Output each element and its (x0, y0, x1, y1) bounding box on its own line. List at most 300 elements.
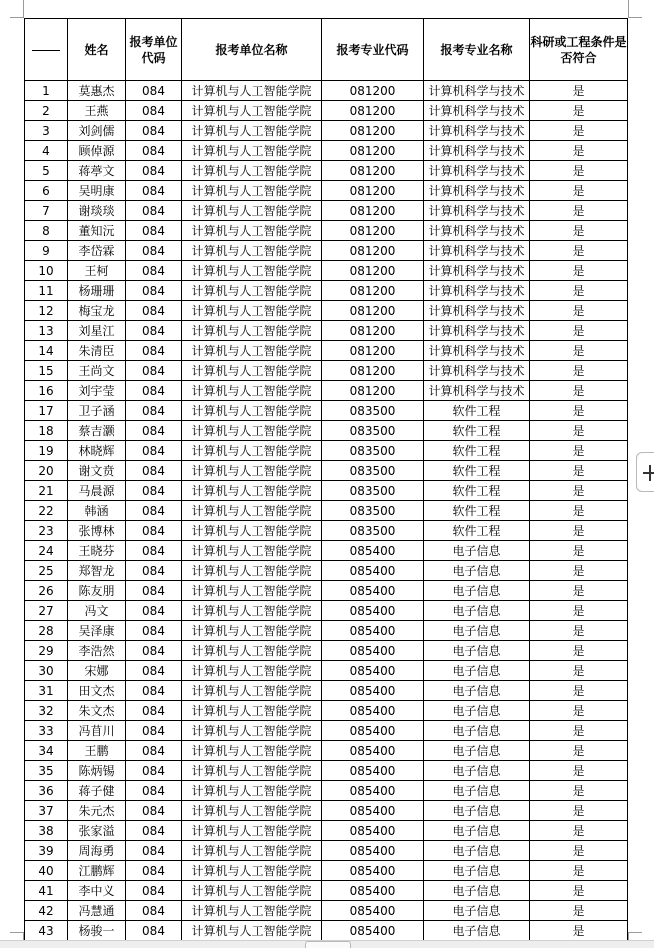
header-unit-code: 报考单位代码 (126, 19, 182, 81)
cell-eligible: 是 (530, 101, 628, 121)
cell-unit-name: 计算机与人工智能学院 (182, 521, 322, 541)
cell-unit-code: 084 (126, 761, 182, 781)
cell-unit-name: 计算机与人工智能学院 (182, 281, 322, 301)
cell-eligible: 是 (530, 901, 628, 921)
cell-index: 35 (25, 761, 68, 781)
cell-eligible: 是 (530, 761, 628, 781)
table-row (25, 741, 628, 761)
cell-major-name: 计算机科学与技术 (424, 161, 530, 181)
table-row (25, 361, 628, 381)
cell-name: 卫子涵 (68, 401, 126, 421)
table-row (25, 781, 628, 801)
cell-major-name: 电子信息 (424, 541, 530, 561)
cell-unit-code: 084 (126, 581, 182, 601)
cell-unit-name: 计算机与人工智能学院 (182, 721, 322, 741)
cell-unit-name: 计算机与人工智能学院 (182, 341, 322, 361)
cell-eligible: 是 (530, 841, 628, 861)
cell-major-code: 085400 (322, 661, 424, 681)
cell-unit-code: 084 (126, 561, 182, 581)
cell-name: 刘星江 (68, 321, 126, 341)
cell-unit-name: 计算机与人工智能学院 (182, 381, 322, 401)
cell-index: 30 (25, 661, 68, 681)
cell-eligible: 是 (530, 861, 628, 881)
cell-major-code: 083500 (322, 401, 424, 421)
cell-major-code: 081200 (322, 141, 424, 161)
cell-eligible: 是 (530, 541, 628, 561)
cell-unit-name: 计算机与人工智能学院 (182, 461, 322, 481)
cell-unit-name: 计算机与人工智能学院 (182, 781, 322, 801)
cell-unit-name: 计算机与人工智能学院 (182, 161, 322, 181)
cell-major-name: 电子信息 (424, 561, 530, 581)
cell-major-name: 电子信息 (424, 621, 530, 641)
cell-major-code: 085400 (322, 681, 424, 701)
cell-major-code: 085400 (322, 921, 424, 941)
cell-eligible: 是 (530, 481, 628, 501)
cell-eligible: 是 (530, 521, 628, 541)
table-row (25, 921, 628, 941)
table-row (25, 621, 628, 641)
table-header-row (25, 19, 628, 81)
cell-unit-code: 084 (126, 641, 182, 661)
cell-unit-name: 计算机与人工智能学院 (182, 441, 322, 461)
cell-index: 23 (25, 521, 68, 541)
cell-unit-name: 计算机与人工智能学院 (182, 821, 322, 841)
cell-major-name: 电子信息 (424, 701, 530, 721)
cell-major-code: 081200 (322, 121, 424, 141)
cell-unit-name: 计算机与人工智能学院 (182, 361, 322, 381)
cell-eligible: 是 (530, 801, 628, 821)
cell-index: 1 (25, 81, 68, 101)
cell-name: 郑智龙 (68, 561, 126, 581)
table-row (25, 661, 628, 681)
table-row (25, 601, 628, 621)
cell-index: 36 (25, 781, 68, 801)
cell-eligible: 是 (530, 881, 628, 901)
table-row (25, 81, 628, 101)
cell-index: 3 (25, 121, 68, 141)
cell-eligible: 是 (530, 221, 628, 241)
cell-major-name: 软件工程 (424, 521, 530, 541)
cell-name: 张博林 (68, 521, 126, 541)
cell-major-name: 计算机科学与技术 (424, 321, 530, 341)
cell-index: 37 (25, 801, 68, 821)
cell-major-name: 计算机科学与技术 (424, 261, 530, 281)
cell-unit-name: 计算机与人工智能学院 (182, 141, 322, 161)
cell-index: 22 (25, 501, 68, 521)
cell-index: 31 (25, 681, 68, 701)
cell-eligible: 是 (530, 681, 628, 701)
cell-eligible: 是 (530, 161, 628, 181)
cell-name: 董知沅 (68, 221, 126, 241)
table-row (25, 101, 628, 121)
cell-major-name: 电子信息 (424, 861, 530, 881)
cell-unit-code: 084 (126, 141, 182, 161)
cell-major-name: 计算机科学与技术 (424, 301, 530, 321)
cell-name: 田文杰 (68, 681, 126, 701)
cell-eligible: 是 (530, 201, 628, 221)
cell-unit-code: 084 (126, 841, 182, 861)
cell-name: 冯慧通 (68, 901, 126, 921)
cell-unit-name: 计算机与人工智能学院 (182, 761, 322, 781)
cell-major-code: 083500 (322, 521, 424, 541)
cell-name: 吴明康 (68, 181, 126, 201)
cell-major-code: 083500 (322, 501, 424, 521)
cell-unit-name: 计算机与人工智能学院 (182, 861, 322, 881)
table-row (25, 881, 628, 901)
cell-major-name: 电子信息 (424, 761, 530, 781)
cell-eligible: 是 (530, 641, 628, 661)
cell-unit-name: 计算机与人工智能学院 (182, 301, 322, 321)
cell-unit-code: 084 (126, 661, 182, 681)
cell-index: 42 (25, 901, 68, 921)
cell-name: 陈炳锡 (68, 761, 126, 781)
table-row (25, 701, 628, 721)
cell-index: 26 (25, 581, 68, 601)
table-row (25, 801, 628, 821)
crop-mark-top-left (10, 0, 24, 18)
cell-name: 杨珊珊 (68, 281, 126, 301)
cell-name: 蒋子健 (68, 781, 126, 801)
cell-name: 李中义 (68, 881, 126, 901)
cell-index: 39 (25, 841, 68, 861)
cell-major-name: 计算机科学与技术 (424, 141, 530, 161)
cell-name: 宋娜 (68, 661, 126, 681)
cell-index: 18 (25, 421, 68, 441)
cell-index: 28 (25, 621, 68, 641)
cell-unit-name: 计算机与人工智能学院 (182, 481, 322, 501)
table-row (25, 841, 628, 861)
cell-unit-code: 084 (126, 701, 182, 721)
cell-major-name: 电子信息 (424, 821, 530, 841)
cell-index: 12 (25, 301, 68, 321)
cell-name: 朱元杰 (68, 801, 126, 821)
cell-unit-name: 计算机与人工智能学院 (182, 621, 322, 641)
cell-major-name: 计算机科学与技术 (424, 241, 530, 261)
cell-unit-code: 084 (126, 781, 182, 801)
cell-unit-name: 计算机与人工智能学院 (182, 421, 322, 441)
cell-index: 43 (25, 921, 68, 941)
plus-icon-vertical (649, 465, 651, 481)
cell-major-code: 085400 (322, 561, 424, 581)
cell-eligible: 是 (530, 821, 628, 841)
cell-name: 王柯 (68, 261, 126, 281)
cell-name: 王燕 (68, 101, 126, 121)
cell-unit-name: 计算机与人工智能学院 (182, 321, 322, 341)
cell-name: 朱清臣 (68, 341, 126, 361)
table-row (25, 901, 628, 921)
cell-eligible: 是 (530, 321, 628, 341)
cell-major-code: 081200 (322, 281, 424, 301)
cell-unit-name: 计算机与人工智能学院 (182, 841, 322, 861)
cell-name: 谢文贲 (68, 461, 126, 481)
cell-major-code: 081200 (322, 381, 424, 401)
cell-eligible: 是 (530, 561, 628, 581)
cell-major-name: 软件工程 (424, 421, 530, 441)
cell-eligible: 是 (530, 661, 628, 681)
cell-eligible: 是 (530, 281, 628, 301)
cell-index: 17 (25, 401, 68, 421)
cell-major-code: 081200 (322, 81, 424, 101)
cell-unit-name: 计算机与人工智能学院 (182, 601, 322, 621)
table-row (25, 681, 628, 701)
cell-eligible: 是 (530, 381, 628, 401)
add-button[interactable] (636, 452, 654, 492)
table-row (25, 381, 628, 401)
cell-major-code: 081200 (322, 301, 424, 321)
cell-major-code: 083500 (322, 481, 424, 501)
cell-eligible: 是 (530, 741, 628, 761)
cell-unit-code: 084 (126, 601, 182, 621)
cell-major-code: 081200 (322, 341, 424, 361)
cell-unit-name: 计算机与人工智能学院 (182, 261, 322, 281)
table-row (25, 301, 628, 321)
cell-unit-code: 084 (126, 281, 182, 301)
table-row (25, 401, 628, 421)
cell-unit-code: 084 (126, 881, 182, 901)
table-row (25, 341, 628, 361)
cell-name: 韩涵 (68, 501, 126, 521)
cell-unit-code: 084 (126, 901, 182, 921)
cell-unit-code: 084 (126, 381, 182, 401)
cell-unit-name: 计算机与人工智能学院 (182, 401, 322, 421)
cell-unit-name: 计算机与人工智能学院 (182, 221, 322, 241)
cell-major-code: 081200 (322, 361, 424, 381)
cell-name: 江鹏辉 (68, 861, 126, 881)
cell-unit-code: 084 (126, 81, 182, 101)
cell-name: 王晓芬 (68, 541, 126, 561)
cell-unit-name: 计算机与人工智能学院 (182, 241, 322, 261)
cell-major-name: 电子信息 (424, 841, 530, 861)
cell-index: 10 (25, 261, 68, 281)
cell-unit-code: 084 (126, 261, 182, 281)
cell-major-code: 085400 (322, 881, 424, 901)
cell-index: 9 (25, 241, 68, 261)
cell-name: 刘宇莹 (68, 381, 126, 401)
cell-major-name: 电子信息 (424, 901, 530, 921)
cell-unit-name: 计算机与人工智能学院 (182, 641, 322, 661)
cell-eligible: 是 (530, 241, 628, 261)
table-row (25, 481, 628, 501)
cell-unit-code: 084 (126, 801, 182, 821)
cell-major-code: 085400 (322, 741, 424, 761)
cell-major-code: 085400 (322, 761, 424, 781)
cell-name: 冯苜川 (68, 721, 126, 741)
cell-eligible: 是 (530, 261, 628, 281)
cell-index: 29 (25, 641, 68, 661)
cell-major-name: 软件工程 (424, 461, 530, 481)
cell-unit-code: 084 (126, 301, 182, 321)
cell-eligible: 是 (530, 361, 628, 381)
cell-major-name: 计算机科学与技术 (424, 221, 530, 241)
cell-unit-code: 084 (126, 921, 182, 941)
cell-unit-name: 计算机与人工智能学院 (182, 801, 322, 821)
header-major-name: 报考专业名称 (424, 19, 530, 81)
cell-unit-name: 计算机与人工智能学院 (182, 181, 322, 201)
cell-name: 蔡吉灏 (68, 421, 126, 441)
cell-major-code: 085400 (322, 861, 424, 881)
header-index-dash (32, 50, 60, 51)
cell-index: 4 (25, 141, 68, 161)
cell-major-code: 085400 (322, 721, 424, 741)
cell-unit-code: 084 (126, 421, 182, 441)
cell-unit-code: 084 (126, 541, 182, 561)
cell-index: 8 (25, 221, 68, 241)
cell-major-name: 计算机科学与技术 (424, 201, 530, 221)
cell-index: 19 (25, 441, 68, 461)
cell-major-name: 电子信息 (424, 721, 530, 741)
cell-major-name: 电子信息 (424, 581, 530, 601)
cell-major-name: 计算机科学与技术 (424, 381, 530, 401)
cell-major-name: 计算机科学与技术 (424, 361, 530, 381)
cell-major-name: 电子信息 (424, 681, 530, 701)
cell-unit-code: 084 (126, 341, 182, 361)
cell-name: 杨骏一 (68, 921, 126, 941)
cell-unit-code: 084 (126, 681, 182, 701)
table-row (25, 261, 628, 281)
cell-index: 27 (25, 601, 68, 621)
table-row (25, 181, 628, 201)
cell-major-name: 软件工程 (424, 481, 530, 501)
cell-index: 2 (25, 101, 68, 121)
table-row (25, 561, 628, 581)
cell-major-code: 081200 (322, 201, 424, 221)
table-row (25, 721, 628, 741)
cell-unit-code: 084 (126, 321, 182, 341)
table-row (25, 821, 628, 841)
cell-major-name: 电子信息 (424, 741, 530, 761)
cell-major-name: 电子信息 (424, 641, 530, 661)
cell-eligible: 是 (530, 341, 628, 361)
cell-index: 21 (25, 481, 68, 501)
cell-major-code: 085400 (322, 601, 424, 621)
table-row (25, 641, 628, 661)
cell-index: 24 (25, 541, 68, 561)
cell-eligible: 是 (530, 601, 628, 621)
cell-name: 朱文杰 (68, 701, 126, 721)
cell-major-code: 085400 (322, 841, 424, 861)
cell-eligible: 是 (530, 501, 628, 521)
cell-eligible: 是 (530, 441, 628, 461)
cell-major-code: 081200 (322, 261, 424, 281)
cell-unit-name: 计算机与人工智能学院 (182, 921, 322, 941)
table-body (25, 81, 628, 941)
table-row (25, 521, 628, 541)
table-row (25, 441, 628, 461)
cell-unit-code: 084 (126, 121, 182, 141)
table-row (25, 861, 628, 881)
table-row (25, 201, 628, 221)
cell-unit-code: 084 (126, 221, 182, 241)
cell-index: 16 (25, 381, 68, 401)
cell-unit-code: 084 (126, 161, 182, 181)
cell-unit-name: 计算机与人工智能学院 (182, 101, 322, 121)
cell-name: 顾倬源 (68, 141, 126, 161)
table-row (25, 461, 628, 481)
candidate-table (24, 18, 628, 941)
header-eligible: 科研或工程条件是否符合 (530, 19, 628, 81)
cell-index: 14 (25, 341, 68, 361)
cell-index: 25 (25, 561, 68, 581)
table-row (25, 421, 628, 441)
cell-eligible: 是 (530, 421, 628, 441)
cell-major-name: 计算机科学与技术 (424, 281, 530, 301)
cell-major-code: 085400 (322, 641, 424, 661)
cell-name: 周海勇 (68, 841, 126, 861)
bottom-tab[interactable] (305, 941, 351, 948)
cell-unit-name: 计算机与人工智能学院 (182, 121, 322, 141)
cell-unit-code: 084 (126, 481, 182, 501)
cell-name: 刘剑儒 (68, 121, 126, 141)
cell-name: 梅宝龙 (68, 301, 126, 321)
cell-eligible: 是 (530, 181, 628, 201)
cell-name: 陈友朋 (68, 581, 126, 601)
header-major-code: 报考专业代码 (322, 19, 424, 81)
cell-name: 莫惠杰 (68, 81, 126, 101)
cell-eligible: 是 (530, 121, 628, 141)
cell-index: 7 (25, 201, 68, 221)
cell-major-name: 计算机科学与技术 (424, 121, 530, 141)
cell-index: 13 (25, 321, 68, 341)
cell-name: 李浩然 (68, 641, 126, 661)
cell-major-name: 软件工程 (424, 441, 530, 461)
cell-major-code: 085400 (322, 781, 424, 801)
cell-name: 蒋葶文 (68, 161, 126, 181)
table-row (25, 141, 628, 161)
cell-major-code: 085400 (322, 901, 424, 921)
cell-name: 马晨源 (68, 481, 126, 501)
cell-eligible: 是 (530, 141, 628, 161)
cell-index: 32 (25, 701, 68, 721)
cell-unit-code: 084 (126, 741, 182, 761)
cell-eligible: 是 (530, 701, 628, 721)
cell-major-name: 电子信息 (424, 661, 530, 681)
cell-unit-name: 计算机与人工智能学院 (182, 881, 322, 901)
cell-name: 林晓辉 (68, 441, 126, 461)
cell-eligible: 是 (530, 301, 628, 321)
cell-unit-name: 计算机与人工智能学院 (182, 701, 322, 721)
cell-unit-code: 084 (126, 241, 182, 261)
cell-unit-code: 084 (126, 401, 182, 421)
table-row (25, 221, 628, 241)
cell-unit-code: 084 (126, 861, 182, 881)
cell-unit-name: 计算机与人工智能学院 (182, 581, 322, 601)
header-name: 姓名 (68, 19, 126, 81)
cell-unit-code: 084 (126, 821, 182, 841)
table-row (25, 321, 628, 341)
cell-unit-code: 084 (126, 101, 182, 121)
cell-major-code: 085400 (322, 801, 424, 821)
table-row (25, 541, 628, 561)
cell-unit-code: 084 (126, 201, 182, 221)
table-row (25, 241, 628, 261)
cell-unit-name: 计算机与人工智能学院 (182, 741, 322, 761)
cell-major-name: 电子信息 (424, 801, 530, 821)
cell-index: 15 (25, 361, 68, 381)
cell-unit-code: 084 (126, 721, 182, 741)
cell-name: 谢琰琰 (68, 201, 126, 221)
cell-unit-name: 计算机与人工智能学院 (182, 681, 322, 701)
table-row (25, 501, 628, 521)
cell-index: 33 (25, 721, 68, 741)
crop-mark-top-right (628, 0, 642, 18)
cell-major-name: 电子信息 (424, 781, 530, 801)
cell-major-name: 计算机科学与技术 (424, 101, 530, 121)
cell-index: 11 (25, 281, 68, 301)
cell-unit-name: 计算机与人工智能学院 (182, 81, 322, 101)
cell-major-code: 081200 (322, 101, 424, 121)
cell-major-code: 085400 (322, 821, 424, 841)
header-unit-name: 报考单位名称 (182, 19, 322, 81)
